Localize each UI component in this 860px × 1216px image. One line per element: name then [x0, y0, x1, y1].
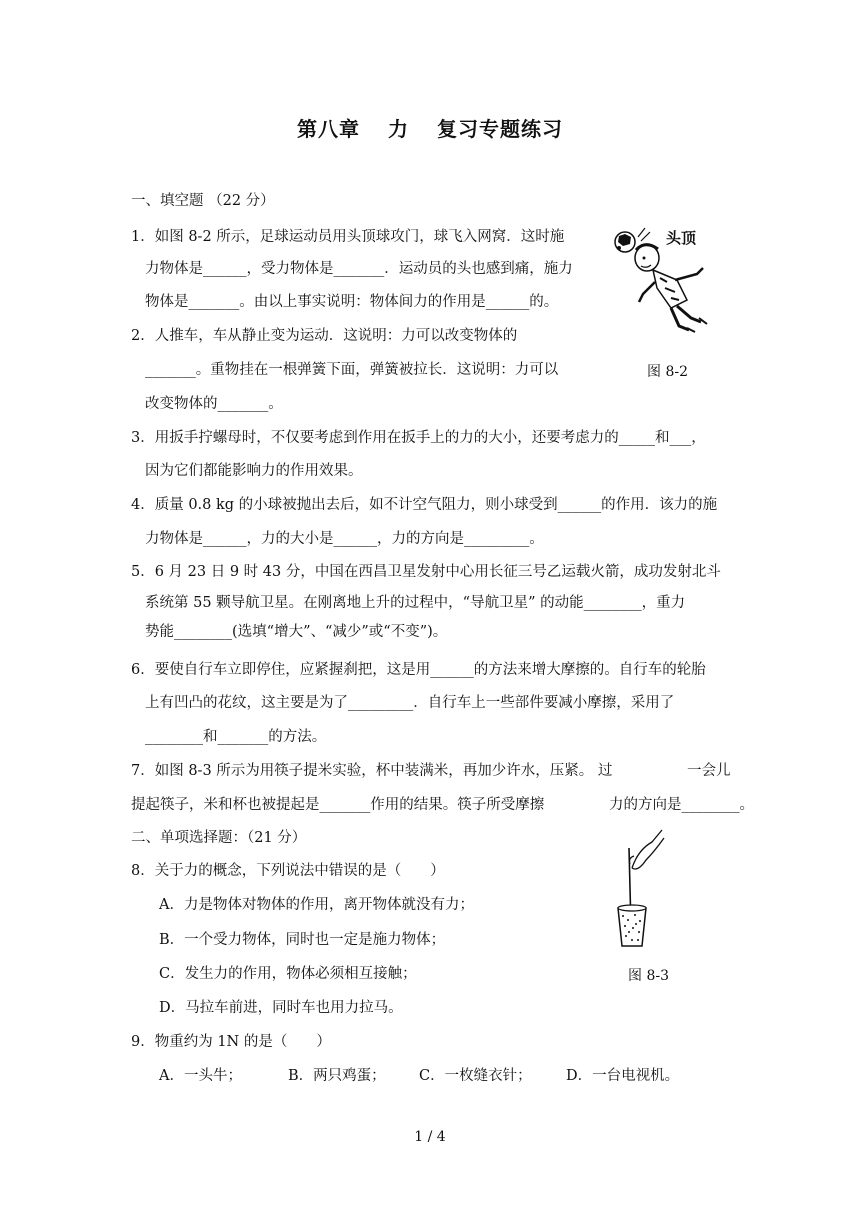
- page-number: 1 / 4: [414, 1129, 446, 1145]
- q4-line-1: 4．质量 0.8 kg 的小球被抛出去后，如不计空气阻力，则小球受到______的作用．该力的施: [131, 497, 718, 513]
- figure-8-2-caption: 图 8-2: [647, 364, 688, 380]
- q9-option-d: D．一台电视机。: [566, 1068, 680, 1084]
- page-title: [0, 113, 860, 142]
- title-chapter: 第八章: [297, 117, 360, 141]
- q9-stem: 9．物重约为 1N 的是（ ）: [131, 1034, 331, 1050]
- q2-line-2: _______。重物挂在一根弹簧下面，弹簧被拉长．这说明：力可以: [145, 362, 559, 378]
- q1-line-2: 力物体是______，受力物体是_______．运动员的头也感到痛，施力: [145, 261, 573, 277]
- q5-line-2: 系统第 55 颗导航卫星。在刚离地上升的过程中，“导航卫星” 的动能________，重力: [145, 595, 686, 611]
- q6-line-2: 上有凹凸的花纹，这主要是为了_________．自行车上一些部件要减小摩擦，采用了: [145, 695, 675, 711]
- figure-8-2-label: 头顶: [666, 229, 697, 247]
- q7-line-1: 7．如图 8-3 所示为用筷子提米实验，杯中装满米，再加少许水，压紧。 过: [131, 763, 613, 779]
- q8-option-c: C．发生力的作用，物体必须相互接触；: [159, 966, 417, 982]
- figure-8-2-illustration: [605, 222, 725, 334]
- q8-option-d: D．马拉车前进，同时车也用力拉马。: [159, 1000, 403, 1016]
- figure-8-3-caption: 图 8-3: [628, 968, 669, 984]
- q9-option-a: A．一头牛；: [159, 1068, 242, 1084]
- q5-line-3: 势能________(选填“增大”、“减少”或“不变”)。: [145, 624, 448, 640]
- q1-line-3: 物体是_______。由以上事实说明：物体间力的作用是______的。: [145, 294, 559, 310]
- q3-line-1: 3．用扳手拧螺母时，不仅要考虑到作用在扳手上的力的大小，还要考虑力的_____和___，: [131, 430, 706, 446]
- title-topic: 力: [388, 117, 409, 141]
- q5-line-1: 5．6 月 23 日 9 时 43 分，中国在西昌卫星发射中心用长征三号乙运载火箭，成功发射北斗: [131, 564, 721, 580]
- q8-option-b: B．一个受力物体，同时也一定是施力物体；: [159, 932, 446, 948]
- q7-line-2: 提起筷子，米和杯也被提起是_______作用的结果。筷子所受摩擦: [131, 797, 545, 813]
- section-1-heading: 一、填空题 （22 分）: [131, 193, 275, 209]
- q6-line-3: ________和_______的方法。: [145, 729, 327, 745]
- title-subtitle: 复习专题练习: [437, 117, 563, 141]
- q1-line-1: 1．如图 8-2 所示，足球运动员用头顶球攻门，球飞入网窝．这时施: [131, 229, 565, 245]
- q8-option-a: A．力是物体对物体的作用，离开物体就没有力；: [159, 897, 474, 913]
- q9-option-b: B．两只鸡蛋；: [288, 1068, 386, 1084]
- q7-line-2-end: 力的方向是________。: [609, 797, 754, 813]
- q2-line-3: 改变物体的_______。: [145, 396, 283, 412]
- q6-line-1: 6．要使自行车立即停住，应紧握刹把，这是用______的方法来增大摩擦的。自行车的轮胎: [131, 662, 706, 678]
- section-2-heading: 二、单项选择题：（21 分）: [131, 830, 307, 846]
- q4-line-2: 力物体是______，力的大小是______，力的方向是_________。: [145, 531, 544, 547]
- q9-option-c: C．一枚缝衣针；: [419, 1068, 532, 1084]
- figure-8-3-illustration: [608, 828, 668, 950]
- q7-line-1-end: 一会儿: [687, 763, 731, 779]
- q3-line-2: 因为它们都能影响力的作用效果。: [145, 463, 363, 479]
- q8-stem: 8．关于力的概念，下列说法中错误的是（ ）: [131, 863, 445, 879]
- q2-line-1: 2．人推车，车从静止变为运动．这说明：力可以改变物体的: [131, 328, 518, 344]
